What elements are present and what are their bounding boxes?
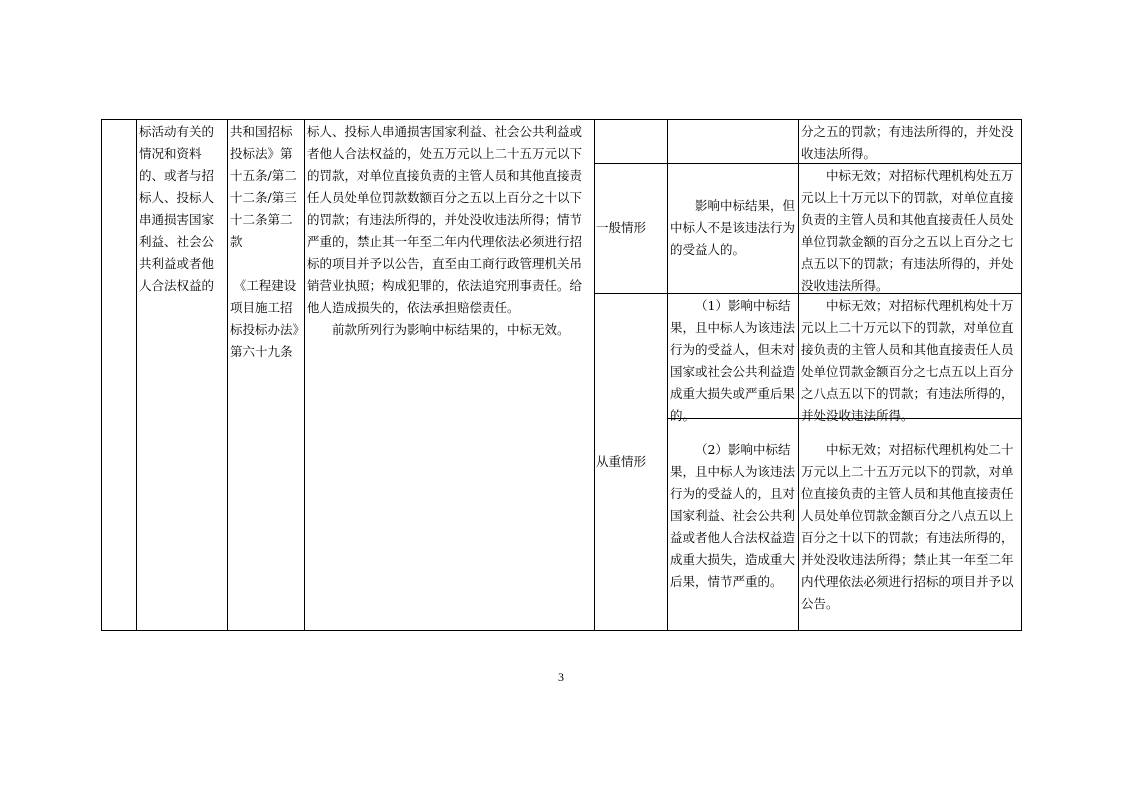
page-number: 3 — [558, 670, 564, 684]
col-divider — [798, 119, 799, 631]
legal-provisions — [307, 121, 592, 341]
heavy-penalty-2: 中标无效；对招标代理机构处二十万元以上二十五万元以下的罚款，对单位直接负责的主管人员和其他直接责任人员处单位罚款金额百分之八点五以上百分之十以下的罚款；有违法所得的，并处没收违法所得；禁止其一年至二年内代理依法必须进行招标的项目并予以公告。 — [801, 442, 1014, 611]
heavy-condition-1: （1）影响中标结果，且中标人为该违法行为的受益人，但未对国家或社会公共利益造成重大损失或严重后果的。 — [670, 298, 796, 423]
legal-basis-law: 共和国招标投标法》第十五条/第二十二条/第三十二条第二款 — [230, 124, 297, 249]
general-penalty: 中标无效；对招标代理机构处五万元以上十万元以下的罚款，对单位直接负责的主管人员和其他直接责任人员处单位罚款金额的百分之五以上百分之七点五以下的罚款；有违法所得的，并处没收违法所得。 — [801, 168, 1014, 293]
penalty-table — [101, 119, 1022, 631]
legal-provision-text: 标人、投标人串通损害国家利益、社会公共利益或者他人合法权益的，处五万元以上二十五万元以下的罚款，对单位直接负责的主管人员和其他直接责任人员处单位罚款数额百分之五以上百分之十以下的罚款；有违法所得的，并处没收违法所得；情节严重的，禁止其一年至二年内代理依法必须进行招标的项目并予以公告，直至由工商行政管理机关吊销营业执照；构成犯罪的，依法追究刑事责任。给他人造成损失的，依法承担赔偿责任。 — [307, 124, 583, 315]
col-divider — [304, 119, 305, 631]
heavy-penalty-1: 中标无效；对招标代理机构处十万元以上二十万元以下的罚款，对单位直接负责的主管人员和其他直接责任人员处单位罚款金额百分之七点五以上百分之八点五以下的罚款；有违法所得的，并处没收违法所得。 — [801, 298, 1014, 423]
penalty-continuation: 分之五的罚款；有违法所得的，并处没收违法所得。 — [801, 124, 1014, 161]
col-divider — [136, 119, 137, 631]
general-condition: 影响中标结果，但中标人不是该违法行为的受益人的。 — [670, 198, 796, 257]
legal-basis — [230, 121, 302, 363]
heavy-condition-2: （2）影响中标结果，且中标人为该违法行为的受益人的，且对国家利益、社会公共利益或者他人合法权益造成重大损失，造成重大后果，情节严重的。 — [670, 442, 796, 589]
col-divider — [667, 119, 668, 631]
legal-basis-measures: 《工程建设项目施工招标投标办法》第六十九条 — [230, 278, 299, 359]
violation-description: 标活动有关的情况和资料的、或者与招标人、投标人串通损害国家利益、社会公共利益或者他人合法权益的 — [139, 124, 215, 293]
heavy-circumstance-label: 从重情形 — [596, 454, 647, 469]
col-divider — [227, 119, 228, 631]
col-divider — [594, 119, 595, 631]
legal-provision-clause: 前款所列行为影响中标结果的，中标无效。 — [332, 322, 570, 337]
general-circumstance-label: 一般情形 — [596, 220, 647, 235]
